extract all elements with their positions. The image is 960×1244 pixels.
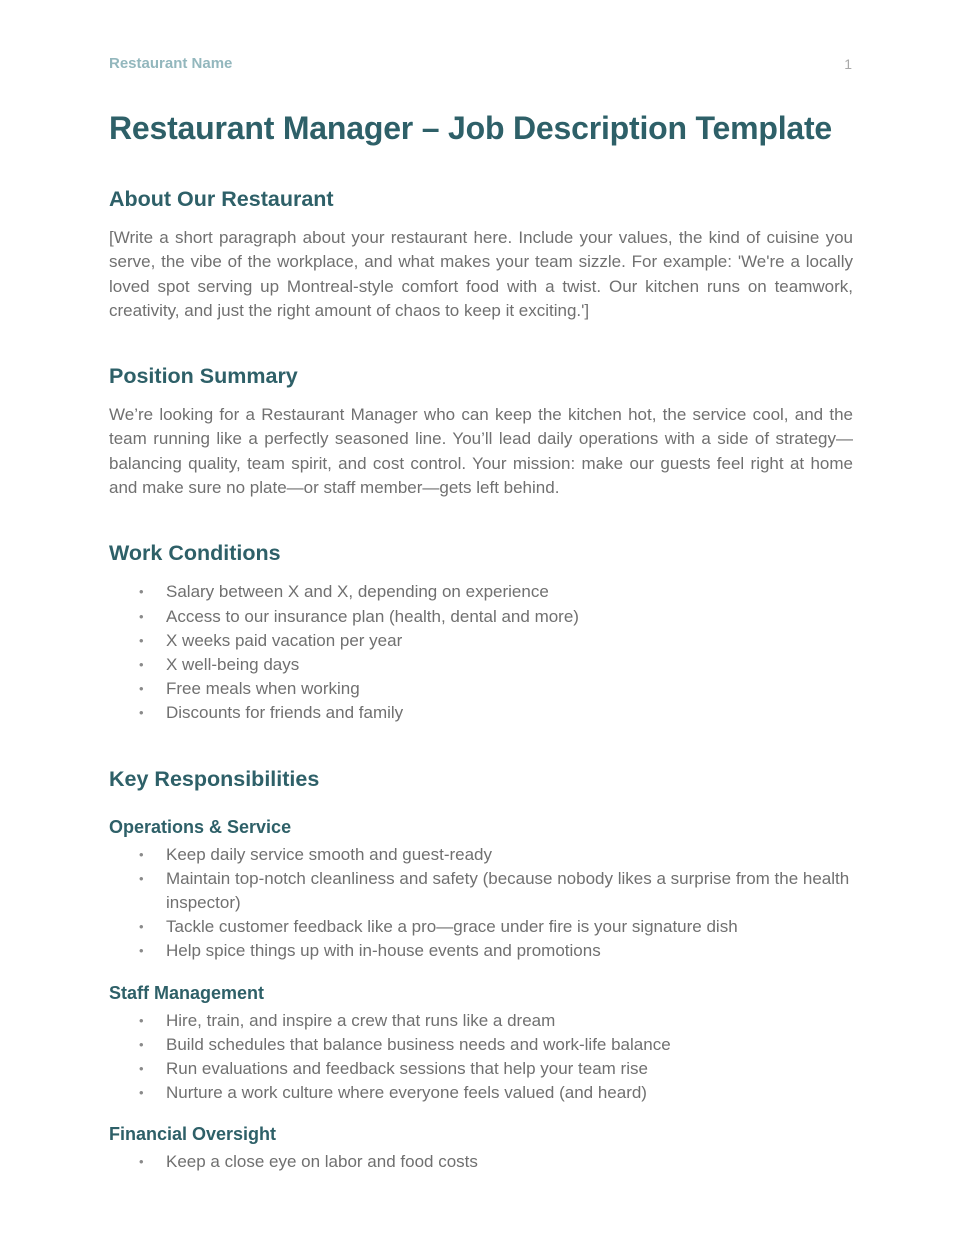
list-item-text: Hire, train, and inspire a crew that runs like a dream xyxy=(166,1010,556,1030)
list-item xyxy=(109,605,853,629)
bullet-icon: • xyxy=(139,846,144,862)
about-paragraph: [Write a short paragraph about your restaurant here. Include your values, the kind of cuisine you serve, the vibe of the workplace, and what makes your team sizzle. For example: 'We're a locally loved spot serving up Montreal-style comfort food with a twist. Our kitchen runs on teamwork, creativity, and just the right amount of chaos to keep it exciting.'] xyxy=(109,228,853,320)
list-item-text: Salary between X and X, depending on experience xyxy=(166,582,549,602)
staff-subheading: Staff Management xyxy=(109,982,265,1003)
list-item-text: X weeks paid vacation per year xyxy=(166,630,403,650)
list-item-text: Tackle customer feedback like a pro—grace under fire is your signature dish xyxy=(166,917,738,937)
list-item xyxy=(109,1081,853,1105)
summary-heading: Position Summary xyxy=(109,364,298,389)
bullet-icon: • xyxy=(139,705,144,721)
list-item xyxy=(109,939,853,963)
bullet-icon: • xyxy=(139,919,144,935)
list-item-text: Access to our insurance plan (health, dental and more) xyxy=(166,606,579,626)
about-heading: About Our Restaurant xyxy=(109,187,334,211)
list-item-text: Run evaluations and feedback sessions that help your team rise xyxy=(166,1059,648,1079)
bullet-icon: • xyxy=(139,584,144,600)
bullet-icon: • xyxy=(139,1154,144,1170)
list-item xyxy=(109,1009,853,1033)
bullet-icon: • xyxy=(139,681,144,697)
list-item-text: Build schedules that balance business needs and work-life balance xyxy=(166,1034,671,1054)
page-number: 1 xyxy=(844,56,852,72)
staff-list xyxy=(109,1009,853,1106)
list-item xyxy=(109,1057,853,1081)
financial-list xyxy=(109,1150,853,1174)
responsibilities-heading: Key Responsibilities xyxy=(109,766,320,791)
header-restaurant-name: Restaurant Name xyxy=(109,55,233,72)
bullet-icon: • xyxy=(139,1085,144,1101)
list-item xyxy=(109,580,853,604)
bullet-icon: • xyxy=(139,1061,144,1077)
list-item xyxy=(109,1033,853,1057)
bullet-icon: • xyxy=(139,656,144,672)
list-item xyxy=(109,843,853,867)
list-item xyxy=(109,1150,853,1174)
list-item-text: Keep daily service smooth and guest-ready xyxy=(166,844,493,864)
bullet-icon: • xyxy=(139,870,144,886)
conditions-list xyxy=(109,580,853,725)
list-item-text: Maintain top-notch cleanliness and safety (because nobody likes a surprise from the health inspector) xyxy=(166,868,850,912)
list-item-text: Free meals when working xyxy=(166,679,360,699)
conditions-heading: Work Conditions xyxy=(109,541,281,566)
list-item xyxy=(109,653,853,677)
list-item-text: Help spice things up with in-house events and promotions xyxy=(166,941,601,961)
bullet-icon: • xyxy=(139,608,144,624)
list-item xyxy=(109,677,853,701)
list-item xyxy=(109,867,853,915)
list-item xyxy=(109,701,853,725)
list-item-text: Keep a close eye on labor and food costs xyxy=(166,1152,478,1172)
bullet-icon: • xyxy=(139,943,144,959)
list-item-text: Discounts for friends and family xyxy=(166,703,404,723)
operations-list xyxy=(109,843,853,964)
list-item-text: Nurture a work culture where everyone feels valued (and heard) xyxy=(166,1083,647,1103)
document-title: Restaurant Manager – Job Description Template xyxy=(109,110,833,146)
list-item xyxy=(109,629,853,653)
financial-subheading: Financial Oversight xyxy=(109,1124,277,1145)
operations-subheading: Operations & Service xyxy=(109,816,292,837)
bullet-icon: • xyxy=(139,632,144,648)
bullet-icon: • xyxy=(139,1012,144,1028)
bullet-icon: • xyxy=(139,1036,144,1052)
summary-paragraph: We’re looking for a Restaurant Manager who can keep the kitchen hot, the service cool, and the team running like a perfectly seasoned line. You’ll lead daily operations with a side of strategy—balancing quality, team spirit, and cost control. Your mission: make our guests feel right at home and make sure no plate—or staff member—gets left behind. xyxy=(109,405,853,498)
list-item-text: X well-being days xyxy=(166,654,300,674)
list-item xyxy=(109,915,853,939)
document-body xyxy=(109,108,853,1175)
